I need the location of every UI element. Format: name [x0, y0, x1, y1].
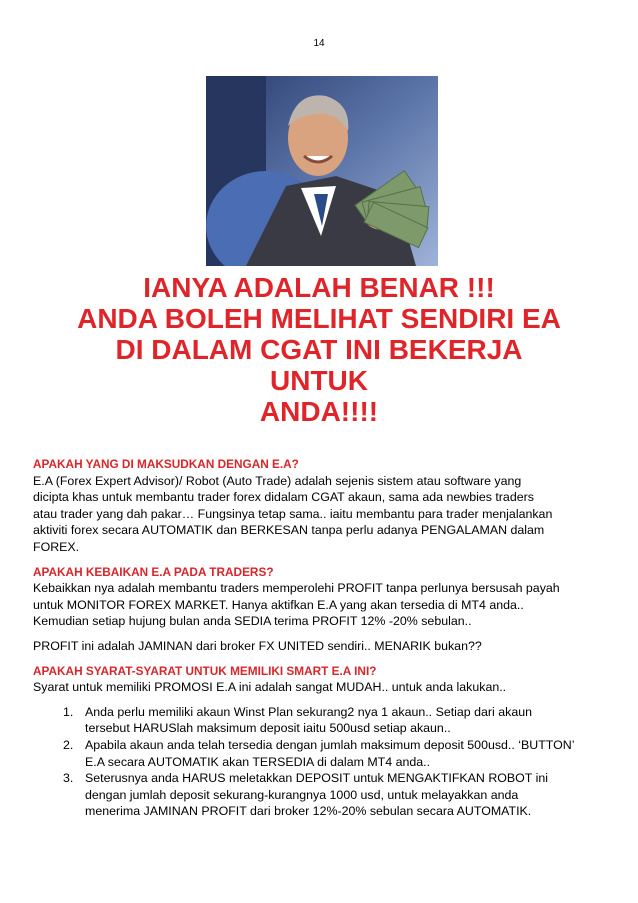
list-number: 2.	[63, 737, 74, 752]
section-heading: APAKAH KEBAIKAN E.A PADA TRADERS?	[33, 564, 274, 579]
list-line: tersebut HARUSlah maksimum deposit iaitu 500usd setiap akaun..	[85, 721, 451, 736]
list-line: Seterusnya anda HARUS meletakkan DEPOSIT untuk MENGAKTIFKAN ROBOT ini	[85, 771, 548, 786]
paragraph-line: dicipta khas untuk membantu trader forex didalam CGAT akaun, sama ada newbies traders	[33, 490, 534, 505]
list-line: Anda perlu memiliki akaun Winst Plan sekurang2 nya 1 akaun.. Setiap dari akaun	[85, 704, 533, 719]
headline-line: ANDA!!!!	[259, 396, 379, 427]
headline-line: DI DALAM CGAT INI BEKERJA	[115, 334, 523, 365]
paragraph-line: untuk MONITOR FOREX MARKET. Hanya aktifkan E.A yang akan tersedia di MT4 anda..	[33, 597, 524, 612]
paragraph-line: PROFIT ini adalah JAMINAN dari broker FX UNITED sendiri.. MENARIK bukan??	[33, 638, 482, 653]
list-item	[33, 770, 605, 820]
section-heading: APAKAH SYARAT-SYARAT UNTUK MEMILIKI SMART E.A INI?	[33, 663, 377, 678]
paragraph-line: Kemudian setiap hujung bulan anda SEDIA terima PROFIT 12% -20% sebulan..	[33, 614, 472, 629]
paragraph-line: aktiviti forex secara AUTOMATIK dan BERKESAN tanpa perlu adanya PENGALAMAN dalam	[33, 523, 545, 538]
list-line: E.A secara AUTOMATIK akan TERSEDIA di dalam MT4 anda..	[85, 754, 431, 769]
businessman-photo	[206, 76, 438, 266]
section-heading: APAKAH YANG DI MAKSUDKAN DENGAN E.A?	[33, 457, 299, 471]
paragraph-line: FOREX.	[33, 539, 80, 554]
paragraph-line: E.A (Forex Expert Advisor)/ Robot (Auto Trade) adalah sejenis sistem atau software yang	[33, 473, 522, 488]
requirements-list	[33, 704, 605, 820]
page-number: 14	[313, 38, 325, 49]
list-line: dengan jumlah deposit sekurang-kurangnya 1000 usd, untuk melayakkan anda	[85, 787, 519, 802]
article-body	[33, 456, 605, 820]
headline	[20, 272, 618, 427]
headline-line: UNTUK	[270, 365, 368, 396]
list-number: 1.	[63, 704, 74, 719]
paragraph-line: atau trader yang dah pakar… Fungsinya tetap sama.. iaitu membantu para trader menjalankan	[33, 506, 553, 521]
paragraph-line: Kebaikkan nya adalah membantu traders memperolehi PROFIT tanpa perlunya bersusah payah	[33, 581, 560, 596]
list-number: 3.	[63, 771, 74, 786]
list-line: Apabila akaun anda telah tersedia dengan jumlah maksimum deposit 500usd.. ‘BUTTON’	[85, 737, 575, 752]
paragraph-line: Syarat untuk memiliki PROMOSI E.A ini adalah sangat MUDAH.. untuk anda lakukan..	[33, 680, 507, 695]
headline-line: IANYA ADALAH BENAR !!!	[143, 272, 495, 303]
list-item	[33, 704, 605, 737]
headline-line: ANDA BOLEH MELIHAT SENDIRI EA	[77, 303, 561, 334]
list-item	[33, 737, 605, 770]
list-line: menerima JAMINAN PROFIT dari broker 12%-20% sebulan secara AUTOMATIK.	[85, 804, 532, 819]
